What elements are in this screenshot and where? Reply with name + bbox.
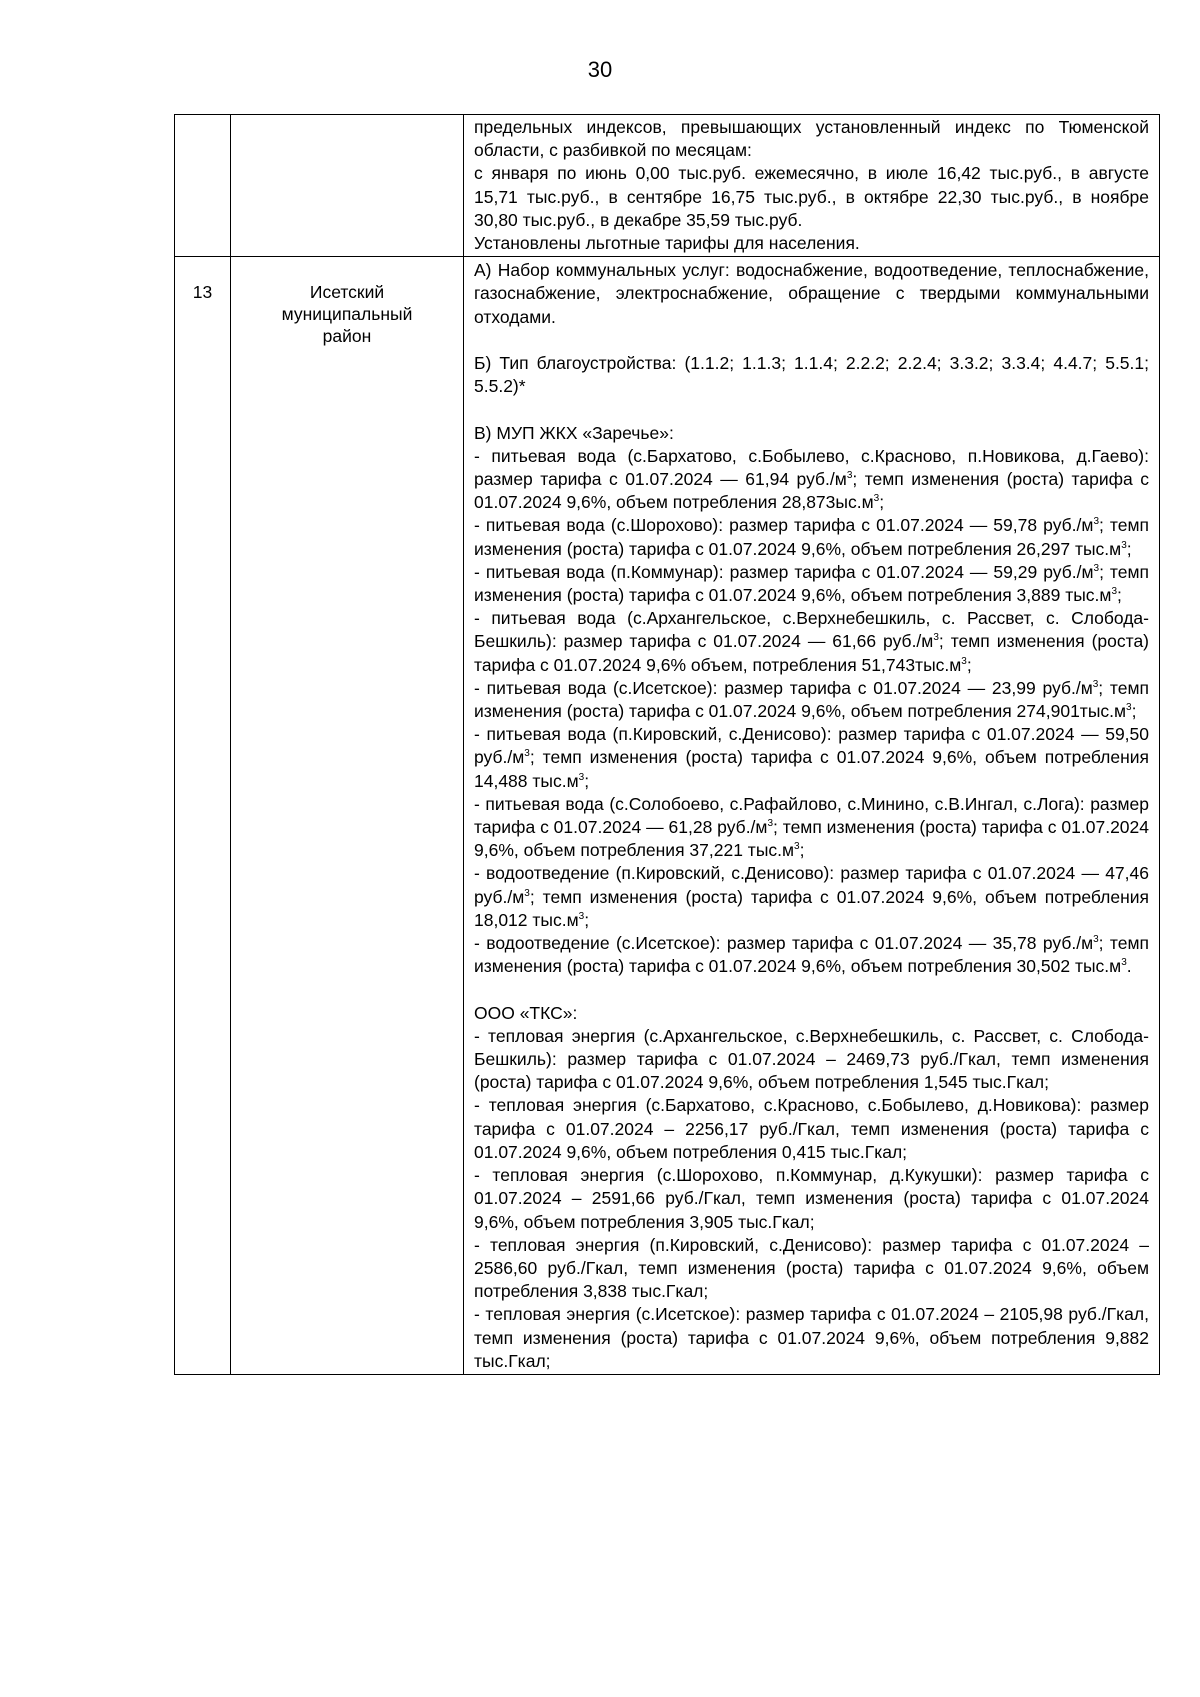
row-description-cell bbox=[464, 115, 1160, 257]
heat-tariff-item: - тепловая энергия (с.Шорохово, п.Коммунар, д.Кукушки): размер тарифа с 01.07.2024 – 2591,66 руб./Гкал, темп изменения (роста) тарифа с 01.07.2024 9,6%, объем потребления 3,905 тыс.Гкал; bbox=[474, 1165, 1149, 1232]
water-tariff-item: - водоотведение (с.Исетское): размер тарифа с 01.07.2024 — 35,78 $руб./м^3$; темп изменения (роста) тарифа с 01.07.2024 9,6%, объем потребления 30,502 $тыс.м^3$. bbox=[474, 933, 1149, 977]
water-tariff-item: - питьевая вода (с.Архангельское, с.Верхнебешкиль, с. Рассвет, с. Слобода-Бешкиль): размер тарифа с 01.07.2024 — 61,66 $руб./м^3$; темп изменения (роста) тарифа с 01.07.2024 9,6% объем, потребления $51,743тыс.м^3$; bbox=[474, 608, 1150, 675]
paragraph: с января по июнь 0,00 тыс.руб. ежемесячно, в июле 16,42 тыс.руб., в августе 15,71 тыс.руб., в сентябре 16,75 тыс.руб., в октябре 22,30 тыс.руб., в ноябре 30,80 тыс.руб., в декабре 35,59 тыс.руб. bbox=[474, 163, 1149, 230]
water-tariff-item: - водоотведение (п.Кировский, с.Денисово): размер тарифа с 01.07.2024 — 47,46 $руб./м^3$; темп изменения (роста) тарифа с 01.07.2024 9,6%, объем потребления 18,012 $тыс.м^3$; bbox=[474, 863, 1149, 930]
heat-tariff-item: - тепловая энергия (п.Кировский, с.Денисово): размер тарифа с 01.07.2024 – 2586,60 руб./Гкал, темп изменения (роста) тарифа с 01.07.2024 9,6%, объем потребления 3,838 тыс.Гкал; bbox=[474, 1234, 1149, 1302]
municipality-name bbox=[231, 257, 464, 1375]
tariff-table bbox=[174, 114, 1160, 1375]
table-row-13 bbox=[175, 257, 1160, 1375]
table-row-continuation bbox=[175, 115, 1160, 257]
row-name-cell-empty bbox=[231, 115, 464, 257]
water-tariff-item: - питьевая вода (п.Коммунар): размер тарифа с 01.07.2024 — 59,29 $руб./м^3$; темп изменения (роста) тарифа с 01.07.2024 9,6%, объем потребления 3,889 $тыс.м^3$; bbox=[474, 561, 1149, 606]
page-number: 30 bbox=[587, 57, 613, 82]
paragraph: Установлены льготные тарифы для населения. bbox=[474, 233, 860, 254]
heat-tariff-item: - тепловая энергия (с.Исетское): размер тарифа с 01.07.2024 – 2105,98 руб./Гкал, темп изменения (роста) тарифа с 01.07.2024 9,6%, объем потребления 9,882 тыс.Гкал; bbox=[474, 1304, 1149, 1371]
water-tariff-item: - питьевая вода (с.Исетское): размер тарифа с 01.07.2024 — 23,99 $руб./м^3$; темп изменения (роста) тарифа с 01.07.2024 9,6%, объем потребления $274,901тыс.м^3$; bbox=[474, 677, 1149, 722]
heat-tariff-list bbox=[474, 1025, 1149, 1373]
municipality-name-text: Исетский муниципальный район bbox=[281, 282, 413, 347]
paragraph: предельных индексов, превышающих установленный индекс по Тюменской области, с разбивкой по месяцам: bbox=[474, 117, 1149, 161]
water-tariff-list bbox=[474, 445, 1149, 979]
row-number-cell-empty bbox=[175, 115, 231, 257]
heat-tariff-item: - тепловая энергия (с.Бархатово, с.Красново, с.Бобылево, д.Новикова): размер тарифа с 01.07.2024 – 2256,17 руб./Гкал, темп изменения (роста) тарифа с 01.07.2024 9,6%, объем потребления 0,415 тыс.Гкал; bbox=[474, 1095, 1149, 1162]
heat-tariff-item: - тепловая энергия (с.Архангельское, с.Верхнебешкиль, с. Рассвет, с. Слобода-Бешкиль): размер тарифа с 01.07.2024 – 2469,73 руб./Гкал, темп изменения (роста) тарифа с 01.07.2024 9,6%, объем потребления 1,545 тыс.Гкал; bbox=[474, 1025, 1149, 1093]
water-tariff-item: - питьевая вода (п.Кировский, с.Денисово): размер тарифа с 01.07.2024 — 59,50 $руб./м^3$; темп изменения (роста) тарифа с 01.07.2024 9,6%, объем потребления 14,488 $тыс.м^3$; bbox=[474, 724, 1149, 791]
organization-title: В) МУП ЖКХ «Заречье»: bbox=[474, 422, 674, 443]
services-paragraph: А) Набор коммунальных услуг: водоснабжение, водоотведение, теплоснабжение, газоснабжение, электроснабжение, обращение с твердыми коммунальными отходами. bbox=[474, 260, 1149, 327]
water-tariff-item: - питьевая вода (с.Бархатово, с.Бобылево, с.Красново, п.Новикова, д.Гаево): размер тарифа с 01.07.2024 — 61,94 $руб./м^3$; темп изменения (роста) тарифа с 01.07.2024 9,6%, объем потребления $28,873ыс.м^3$; bbox=[474, 445, 1149, 513]
row-description-cell bbox=[464, 257, 1160, 1375]
row-number: 13 bbox=[175, 257, 231, 1375]
improvement-type-paragraph: Б) Тип благоустройства: (1.1.2; 1.1.3; 1.1.4; 2.2.2; 2.2.4; 3.3.2; 3.3.4; 4.4.7; 5.5.1; 5.5.2)* bbox=[474, 353, 1149, 397]
organization-title: ООО «ТКС»: bbox=[474, 1002, 578, 1023]
water-tariff-item: - питьевая вода (с.Солобоево, с.Рафайлово, с.Минино, с.В.Ингал, с.Лога): размер тарифа с 01.07.2024 — 61,28 $руб./м^3$; темп изменения (роста) тарифа с 01.07.2024 9,6%, объем потребления 37,221 $тыс.м^3$; bbox=[474, 793, 1150, 861]
water-tariff-item: - питьевая вода (с.Шорохово): размер тарифа с 01.07.2024 — 59,78 $руб./м^3$; темп изменения (роста) тарифа с 01.07.2024 9,6%, объем потребления 26,297 $тыс.м^3$; bbox=[474, 515, 1149, 559]
